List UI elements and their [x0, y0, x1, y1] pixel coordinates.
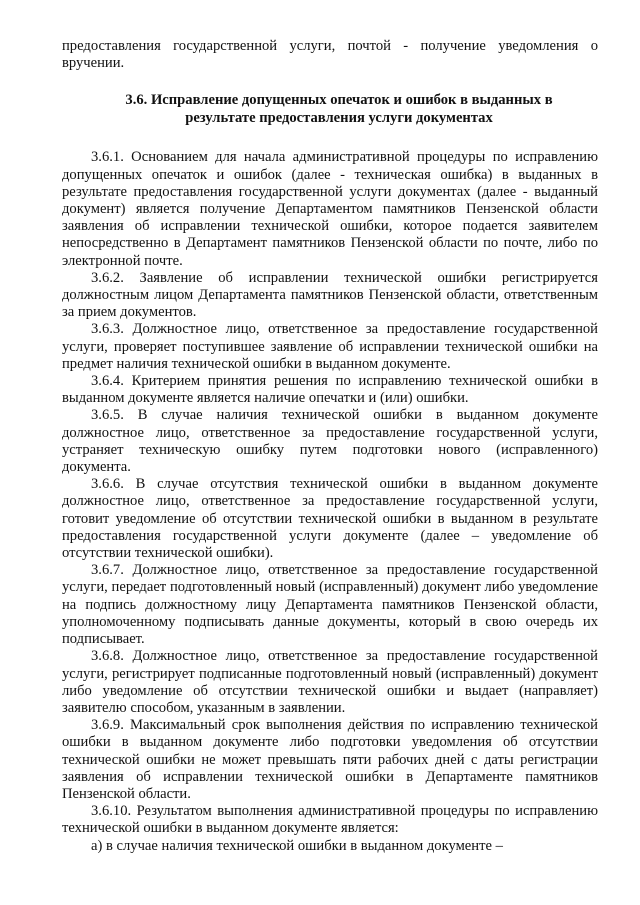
- paragraph-3-6-5: 3.6.5. В случае наличия технической ошибки в выданном документе должностное лицо, ответственное за предоставление государственной услуги, устраняет техническую ошибку путем подготовки нового (исправленного) документа.: [62, 407, 598, 476]
- paragraph-3-6-7: 3.6.7. Должностное лицо, ответственное за предоставление государственной услуги, передает подготовленный новый (исправленный) документ либо уведомление на подпись должностному лицу Департамента памятников Пензенской области, уполномоченному подписывать данные документы, который в свою очередь их подписывает.: [62, 562, 598, 648]
- paragraph-3-6-4: 3.6.4. Критерием принятия решения по исправлению технической ошибки в выданном документе является наличие опечатки и (или) ошибки.: [62, 373, 598, 407]
- intro-paragraph: предоставления государственной услуги, почтой - получение уведомления о вручении.: [62, 38, 598, 72]
- paragraph-3-6-9: 3.6.9. Максимальный срок выполнения действия по исправлению технической ошибки в выданном документе либо подготовки уведомления об отсутствии технической ошибки не может превышать пяти рабочих дней с даты регистрации заявления об исправлении технической ошибки в Департаменте памятников Пензенской области.: [62, 717, 598, 802]
- section-heading: 3.6. Исправление допущенных опечаток и ошибок в выданных в результате предоставления услуги документах: [125, 92, 553, 126]
- paragraph-3-6-6: 3.6.6. В случае отсутствия технической ошибки в выданном документе должностное лицо, ответственное за предоставление государственной услуги, готовит уведомление об отсутствии технической ошибки в выданном в результате предоставления государственной услуги документе (далее – уведомление об отсутствии технической ошибки).: [62, 476, 598, 562]
- document-page: [62, 38, 598, 855]
- paragraph-item-a: а) в случае наличия технической ошибки в выданном документе –: [91, 837, 503, 854]
- paragraph-3-6-10: 3.6.10. Результатом выполнения административной процедуры по исправлению технической ошибки в выданном документе является:: [62, 803, 598, 837]
- paragraph-3-6-3: 3.6.3. Должностное лицо, ответственное за предоставление государственной услуги, проверяет поступившее заявление об исправлении технической ошибки на предмет наличия технической ошибки в выданном документе.: [62, 321, 598, 372]
- paragraph-3-6-2: 3.6.2. Заявление об исправлении технической ошибки регистрируется должностным лицом Департамента памятников Пензенской области, ответственным за прием документов.: [62, 269, 598, 321]
- paragraph-3-6-8: 3.6.8. Должностное лицо, ответственное за предоставление государственной услуги, регистрирует подписанные подготовленный новый (исправленный) документ либо уведомление об отсутствии технической ошибки и выдает (направляет) заявителю способом, указанным в заявлении.: [62, 648, 598, 716]
- paragraph-3-6-1: 3.6.1. Основанием для начала административной процедуры по исправлению допущенных опечаток и ошибок (далее - техническая ошибка) в выданных в результате предоставления государственной услуги документах (далее - выданный документ) является получение Департаментом памятников Пензенской области заявления об исправлении технической ошибки, которое подается заявителем непосредственно в Департамент памятников Пензенской области по почте, либо по электронной почте.: [62, 149, 598, 269]
